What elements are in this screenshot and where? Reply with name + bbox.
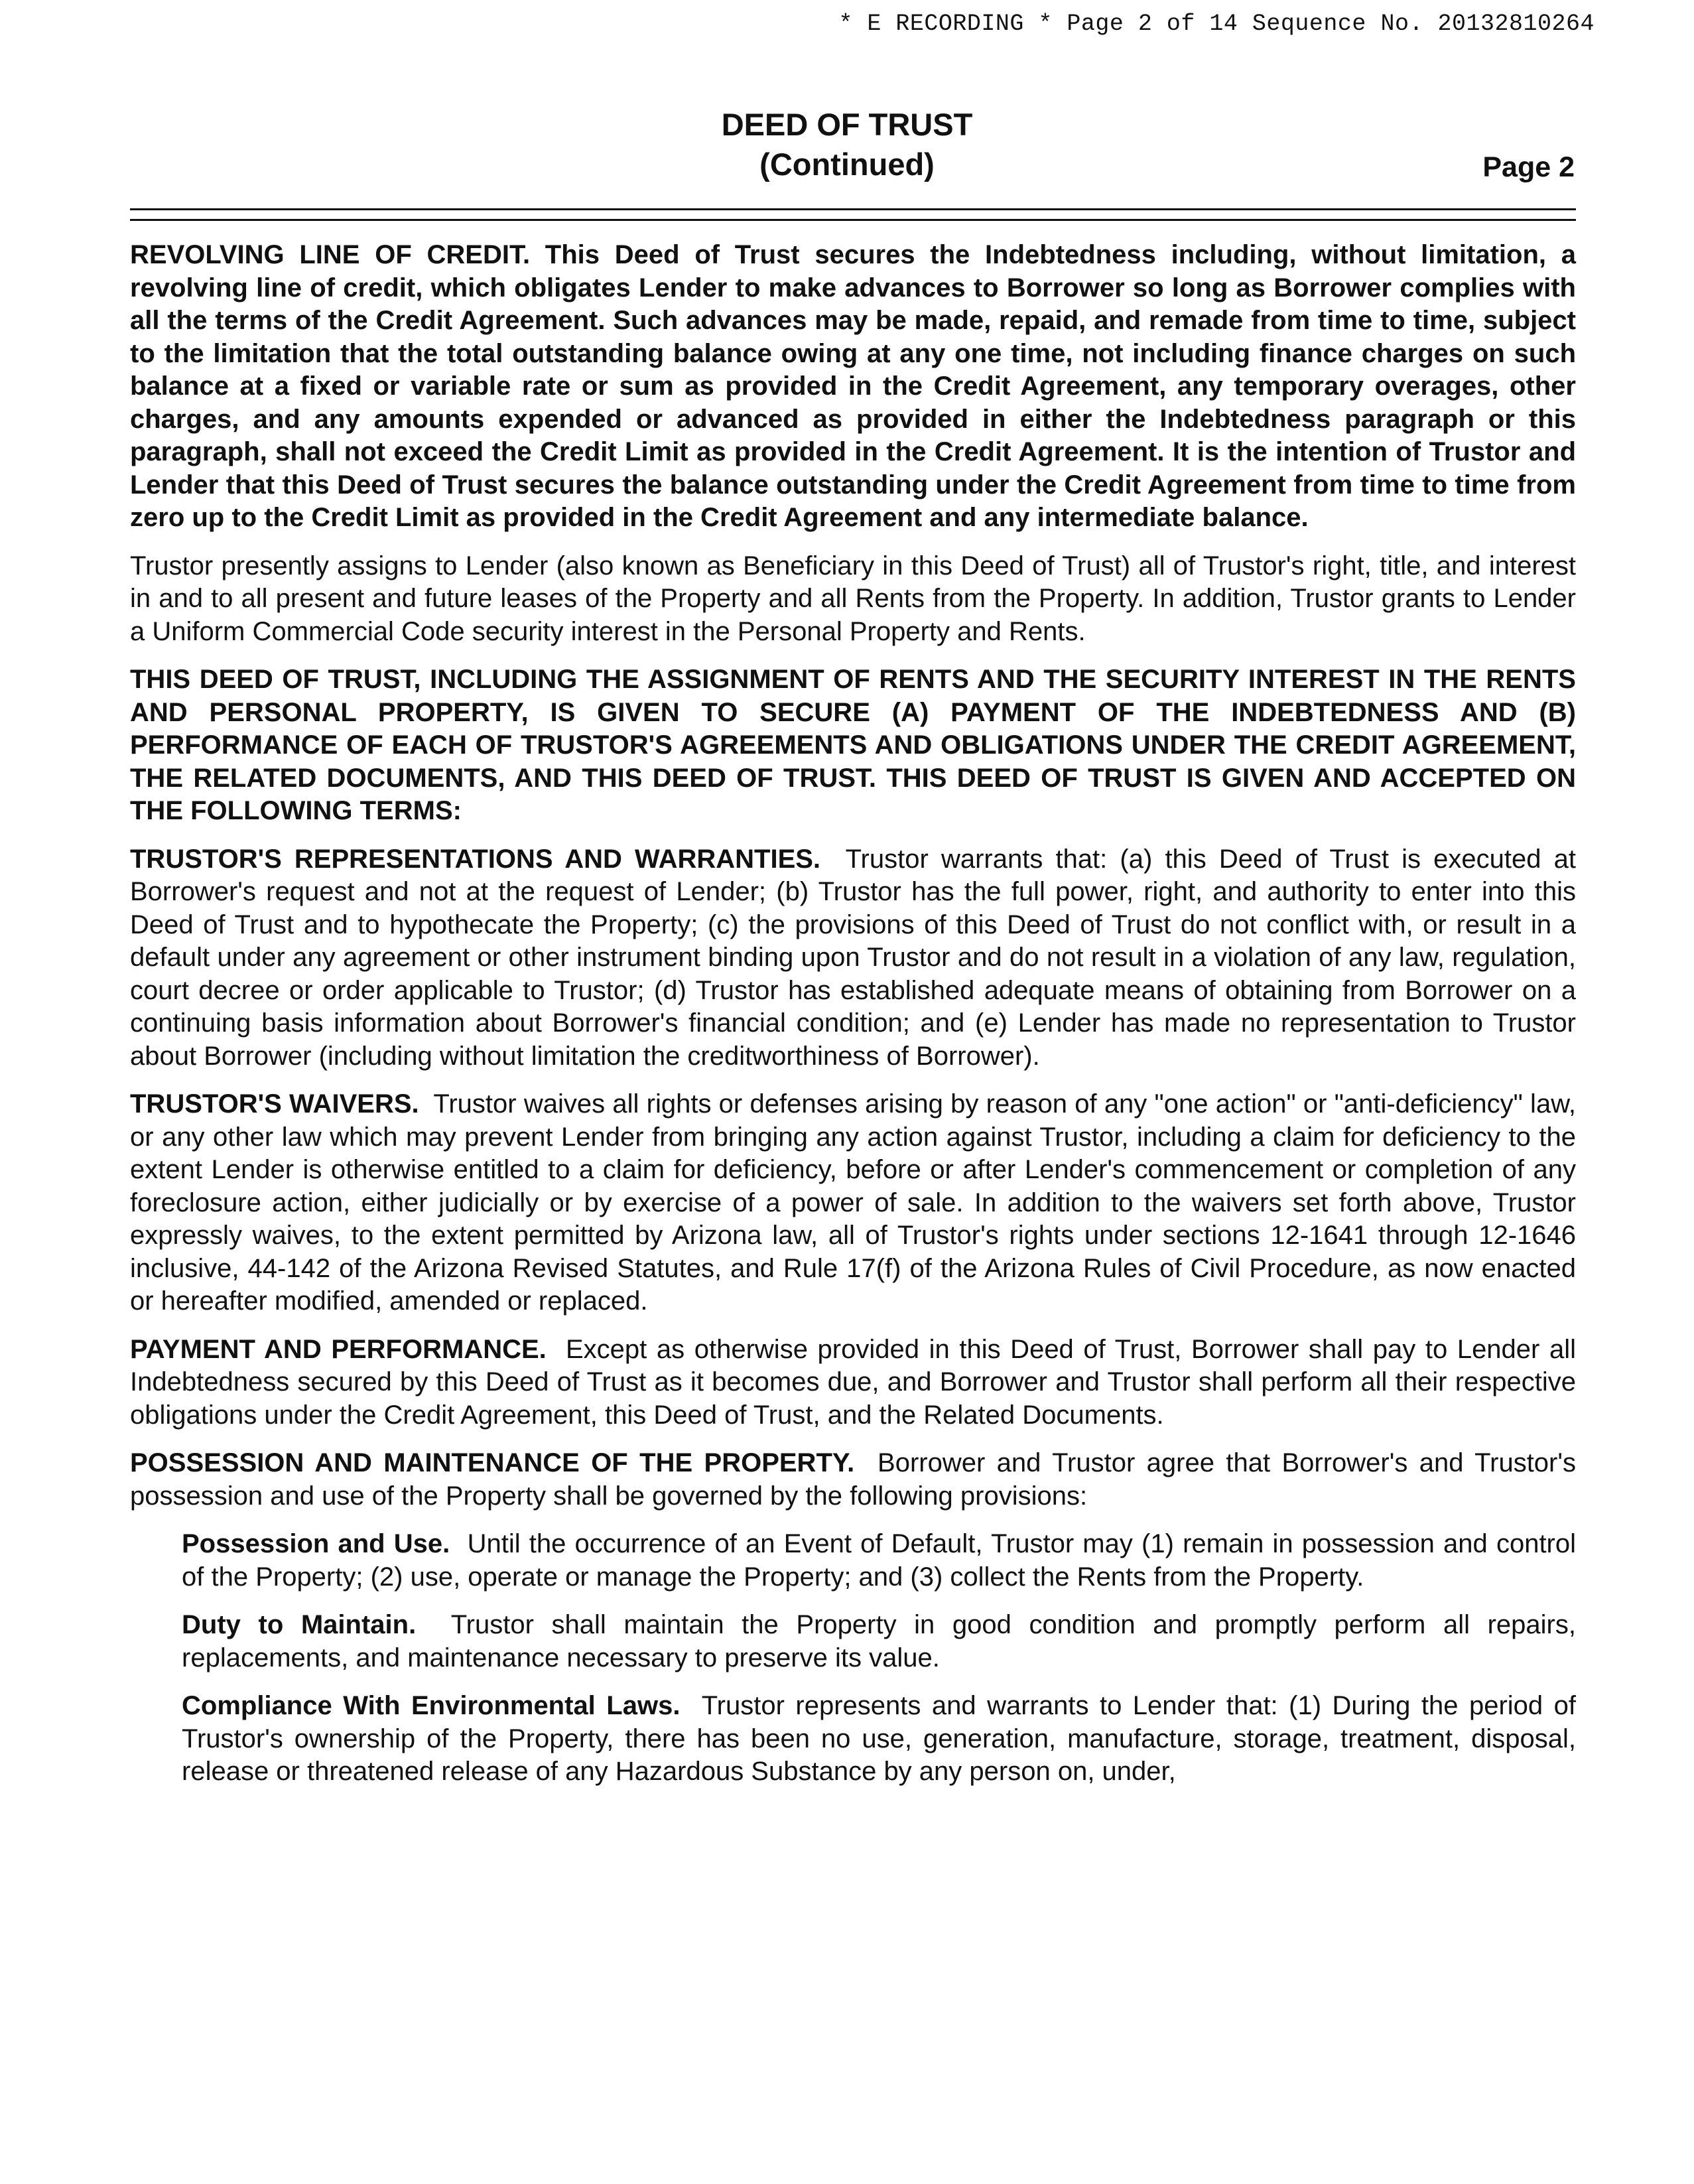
header-rule-bottom <box>130 219 1576 221</box>
section-heading: Duty to Maintain. <box>182 1610 417 1639</box>
revolving-credit-paragraph <box>130 239 1576 535</box>
paragraph-text: THIS DEED OF TRUST, INCLUDING THE ASSIGNMENT OF RENTS AND THE SECURITY INTEREST IN THE RENTS AND PERSONAL PROPERTY, IS GIVEN TO SECURE (A) PAYMENT OF THE INDEBTEDNESS AND (B) PERFORMANCE OF EACH OF TRUSTOR'S AGREEMENTS AND OBLIGATIONS UNDER THE CREDIT AGREEMENT, THE RELATED DOCUMENTS, AND THIS DEED OF TRUST. THIS DEED OF TRUST IS GIVEN AND ACCEPTED ON THE FOLLOWING TERMS: <box>130 665 1576 825</box>
section-heading: Compliance With Environmental Laws. <box>182 1691 681 1720</box>
payment-performance-paragraph <box>130 1333 1576 1432</box>
paragraph-text: Trustor waives all rights or defenses arising by reason of any "one action" or "anti-deficiency" law, or any other law which may prevent Lender from bringing any action against Trustor, including a claim for deficiency to the extent Lender is otherwise entitled to a claim for deficiency, before or after Lender's commencement or completion of any foreclosure action, either judicially or by exercise of a power of sale. In addition to the waivers set forth above, Trustor expressly waives, to the extent permitted by Arizona law, all of Trustor's rights under sections 12-1641 through 12-1646 inclusive, 44-142 of the Arizona Revised Statutes, and Rule 17(f) of the Arizona Rules of Civil Procedure, as now enacted or hereafter modified, amended or replaced. <box>130 1089 1576 1316</box>
assignment-paragraph <box>130 550 1576 649</box>
duty-to-maintain-subparagraph <box>182 1609 1576 1674</box>
security-terms-paragraph <box>130 663 1576 828</box>
section-heading: TRUSTOR'S WAIVERS. <box>130 1089 419 1119</box>
page-label: Page 2 <box>1482 151 1575 183</box>
paragraph-text: Until the occurrence of an Event of Default, Trustor may (1) remain in possession and control of the Property; (2) use, operate or manage the Property; and (3) collect the Rents from the Property. <box>182 1529 1577 1592</box>
possession-use-subparagraph <box>182 1528 1576 1594</box>
environmental-laws-subparagraph <box>182 1690 1576 1789</box>
paragraph-text: Trustor warrants that: (a) this Deed of Trust is executed at Borrower's request and not at the request of Lender; (b) Trustor has the full power, right, and authority to enter into this Deed of Trust and to hypothecate the Property; (c) the provisions of this Deed of Trust do not conflict with, or result in a default under any agreement or other instrument binding upon Trustor and do not result in a violation of any law, regulation, court decree or order applicable to Trustor; (d) Trustor has established adequate means of obtaining from Borrower on a continuing basis information about Borrower's financial condition; and (e) Lender has made no representation to Trustor about Borrower (including without limitation the creditworthiness of Borrower). <box>130 844 1576 1071</box>
paragraph-text: Trustor represents and warrants to Lender that: (1) During the period of Trustor's ownership of the Property, there has been no use, generation, manufacture, storage, treatment, disposal, release or threatened release of any Hazardous Substance by any person on, under, <box>182 1691 1576 1786</box>
representations-paragraph <box>130 843 1576 1073</box>
waivers-paragraph <box>130 1088 1576 1318</box>
paragraph-text: REVOLVING LINE OF CREDIT. This Deed of Trust secures the Indebtedness including, without limitation, a revolving line of credit, which obligates Lender to make advances to Borrower so long as Borrower complies with all the terms of the Credit Agreement. Such advances may be made, repaid, and remade from time to time, subject to the limitation that the total outstanding balance owing at any one time, not including finance charges on such balance at a fixed or variable rate or sum as provided in the Credit Agreement, any temporary overages, other charges, and any amounts expended or advanced as provided in either the Indebtedness paragraph or this paragraph, shall not exceed the Credit Limit as provided in the Credit Agreement. It is the intention of Trustor and Lender that this Deed of Trust secures the balance outstanding under the Credit Agreement from time to time from zero up to the Credit Limit as provided in the Credit Agreement and any intermediate balance. <box>130 240 1576 532</box>
paragraph-text: Borrower and Trustor agree that Borrower's and Trustor's possession and use of the Property shall be governed by the following provisions: <box>130 1448 1577 1511</box>
section-heading: PAYMENT AND PERFORMANCE. <box>130 1334 547 1364</box>
document-body <box>130 239 1576 1804</box>
paragraph-text: Trustor presently assigns to Lender (also known as Beneficiary in this Deed of Trust) all of Trustor's right, title, and interest in and to all present and future leases of the Property and all Rents from the Property. In addition, Trustor grants to Lender a Uniform Commercial Code security interest in the Personal Property and Rents. <box>130 551 1576 646</box>
paragraph-text: Trustor shall maintain the Property in good condition and promptly perform all repairs, replacements, and maintenance necessary to preserve its value. <box>182 1610 1576 1672</box>
possession-maintenance-paragraph <box>130 1447 1576 1513</box>
paragraph-text: Except as otherwise provided in this Deed of Trust, Borrower shall pay to Lender all Indebtedness secured by this Deed of Trust as it becomes due, and Borrower and Trustor shall perform all their respective obligations under the Credit Agreement, this Deed of Trust, and the Related Documents. <box>130 1334 1576 1430</box>
title-line-2: (Continued) <box>759 147 935 182</box>
section-heading: TRUSTOR'S REPRESENTATIONS AND WARRANTIES. <box>130 844 821 874</box>
section-heading: POSSESSION AND MAINTENANCE OF THE PROPERTY. <box>130 1448 855 1477</box>
document-title <box>0 105 1694 184</box>
recording-header: * E RECORDING * Page 2 of 14 Sequence No. 20132810264 <box>838 11 1595 37</box>
title-line-1: DEED OF TRUST <box>721 107 973 142</box>
header-rule-top <box>130 208 1576 210</box>
section-heading: Possession and Use. <box>182 1529 450 1558</box>
